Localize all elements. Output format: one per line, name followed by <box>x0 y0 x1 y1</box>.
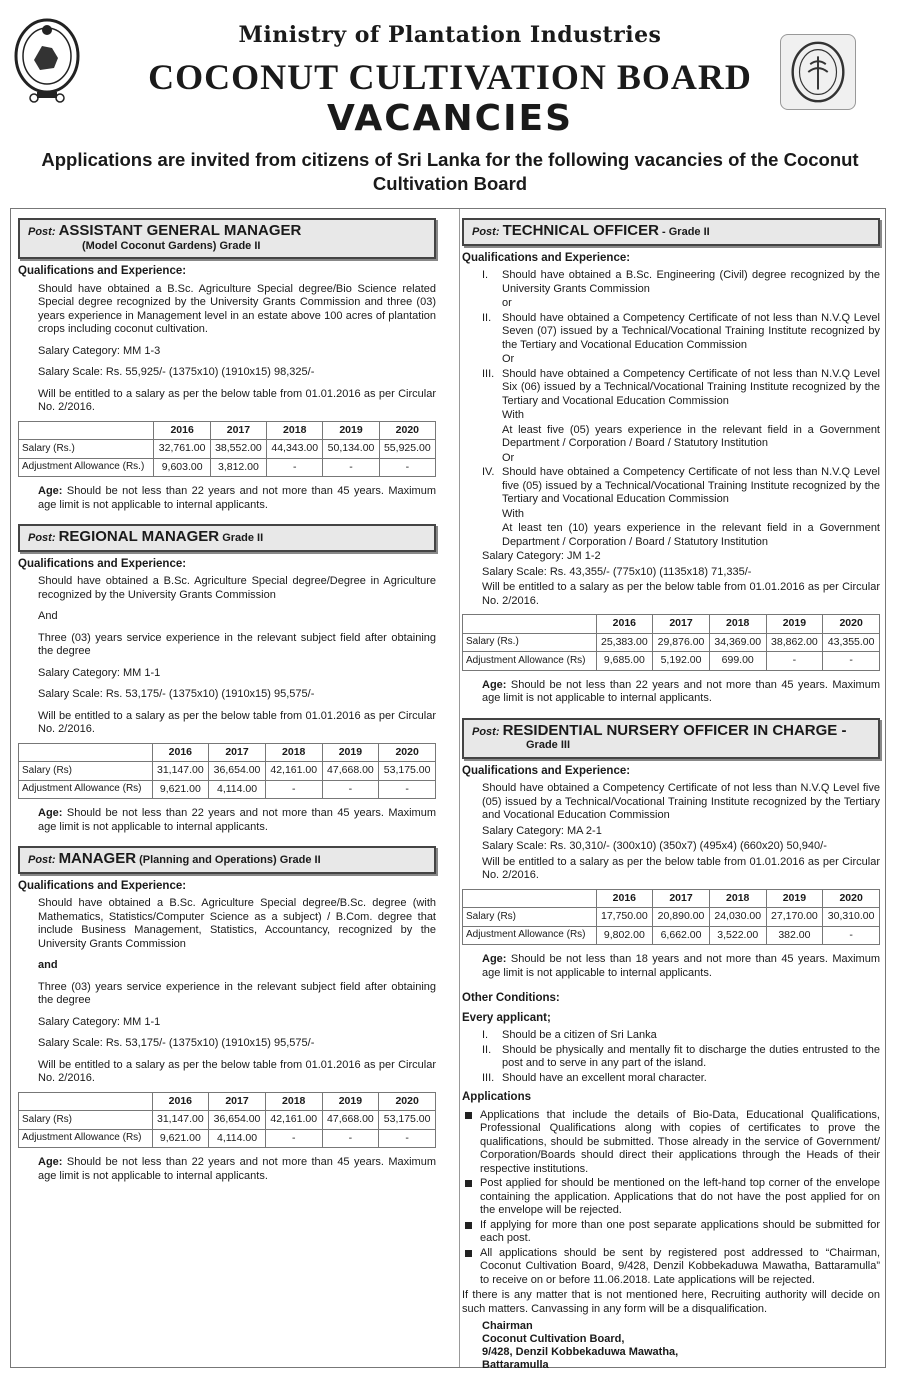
salary-category: Salary Category: JM 1-2 <box>482 550 601 562</box>
qualification-text: Should have obtained a B.Sc. Agriculture Special degree/B.Sc. degree (with Mathematics, Statistics/Computer Science as a subject) / B.Com. degree that include Business Management, Statistics, Accountancy, recognized by the University Grants Commission <box>38 897 436 950</box>
table-cell: 9,603.00 <box>154 458 210 477</box>
post-grade: Grade III <box>526 739 571 751</box>
table-row <box>463 926 880 945</box>
age-requirement <box>18 1156 436 1183</box>
table-cell: 3,812.00 <box>210 458 266 477</box>
year-header: 2019 <box>322 743 379 762</box>
coconut-board-logo-icon <box>780 34 856 110</box>
list-item: Or <box>502 353 515 365</box>
table-row <box>463 633 880 652</box>
post-header-technical-officer <box>462 218 880 246</box>
entitlement-text: Will be entitled to a salary as per the below table from 01.01.2016 as per Circular No. 2/2016. <box>482 581 880 607</box>
table-row <box>19 458 436 477</box>
table-cell: - <box>379 780 436 799</box>
salary-scale: Salary Scale: Rs. 53,175/- (1375x10) (1910x15) 95,575/- <box>38 1037 315 1049</box>
age-requirement <box>462 953 880 980</box>
table-cell: 6,662.00 <box>653 926 710 945</box>
header <box>0 0 900 200</box>
year-header: 2019 <box>323 421 379 440</box>
table-cell: 9,621.00 <box>152 1129 209 1148</box>
table-cell: 9,802.00 <box>596 926 653 945</box>
qualifications-heading: Qualifications and Experience: <box>18 557 187 570</box>
conjunction: and <box>38 959 58 971</box>
list-item: All applications should be sent by registered post addressed to “Chairman, Coconut Cultivation Board, 9/428, Denzil Kobbekaduwa Mawatha, Battaramulla” to receive on or before 11.06.2018. Late applications will be rejected. <box>462 1247 880 1288</box>
table-cell: 42,161.00 <box>265 762 322 781</box>
table-cell: 30,310.00 <box>823 908 880 927</box>
conjunction: And <box>38 610 58 622</box>
year-header: 2020 <box>379 1092 436 1111</box>
post-subtitle: (Model Coconut Gardens) Grade II <box>82 239 261 252</box>
table-header-row <box>19 421 436 440</box>
table-cell: - <box>265 1129 322 1148</box>
table-cell: 42,161.00 <box>265 1111 322 1130</box>
applications-heading: Applications <box>462 1091 532 1103</box>
salary-table <box>462 889 880 946</box>
year-header: 2020 <box>823 889 880 908</box>
vacancies-title: VACANCIES <box>326 98 574 139</box>
table-cell: 699.00 <box>709 652 766 671</box>
salary-category: Salary Category: MA 2-1 <box>482 824 602 837</box>
post-title: REGIONAL MANAGER <box>58 528 220 545</box>
post-label: Post: <box>28 854 56 866</box>
age-text: Should be not less than 18 years and not more than 45 years. Maximum age limit is not applicable to internal applicants. <box>482 953 880 979</box>
year-header: 2017 <box>653 889 710 908</box>
year-header: 2017 <box>209 1092 266 1111</box>
row-label: Salary (Rs.) <box>463 633 597 652</box>
table-row <box>463 908 880 927</box>
row-label: Adjustment Allowance (Rs) <box>463 652 597 671</box>
qualification-text: Should have obtained a B.Sc. Agriculture Special degree/Bio Science related Special degree recognized by the University Grants Commission and three (03) years experience in Management level in an estate above 100 acres of plantation crops including coconut cultivation. <box>38 282 436 335</box>
age-text: Should be not less than 22 years and not more than 45 years. Maximum age limit is not applicable to internal applicants. <box>482 678 880 704</box>
year-header: 2020 <box>379 743 436 762</box>
entitlement-text: Will be entitled to a salary as per the below table from 01.01.2016 as per Circular No. 2/2016. <box>38 709 436 735</box>
list-item: At least five (05) years experience in the relevant field in a Government Department / Corporation / Board / Statutory Institution <box>502 423 880 449</box>
table-cell: - <box>265 780 322 799</box>
list-item: or <box>502 297 512 309</box>
address-line: Coconut Cultivation Board, <box>482 1333 625 1345</box>
final-note: If there is any matter that is not mentioned here, Recruiting authority will decide on such matters. Canvassing in any form will be a disqualification. <box>462 1289 880 1315</box>
qualifications-heading: Qualifications and Experience: <box>18 879 187 892</box>
list-item: IV. Should have obtained a Competency Certificate of not less than N.V.Q Level five (05) issued by a Technical/Vocational Training Institute recognized by the Tertiary and Vocational Education Commission <box>482 466 880 505</box>
table-cell: - <box>323 458 379 477</box>
table-cell: 29,876.00 <box>653 633 710 652</box>
table-header-row <box>19 743 436 762</box>
year-header: 2019 <box>322 1092 379 1111</box>
year-header: 2017 <box>653 615 710 634</box>
post-label: Post: <box>28 226 56 238</box>
table-row <box>19 1129 436 1148</box>
column-divider <box>459 209 460 1367</box>
post-title: ASSISTANT GENERAL MANAGER <box>58 222 302 239</box>
row-label: Salary (Rs) <box>19 1111 153 1130</box>
row-label: Salary (Rs) <box>19 762 153 781</box>
qualifications-heading: Qualifications and Experience: <box>462 764 631 777</box>
age-text: Should be not less than 22 years and not more than 45 years. Maximum age limit is not applicable to internal applicants. <box>38 807 436 833</box>
list-item: III. Should have obtained a Competency Certificate of not less than N.V.Q Level Six (06) issued by a Technical/Vocational Training Institute recognized by the Tertiary and Vocational Education Commission <box>482 367 880 407</box>
table-cell: 20,890.00 <box>653 908 710 927</box>
age-label: Age: <box>38 485 63 497</box>
table-row <box>19 1111 436 1130</box>
table-cell: - <box>322 1129 379 1148</box>
year-header: 2019 <box>766 889 823 908</box>
post-label: Post: <box>28 532 56 544</box>
year-header: 2017 <box>210 421 266 440</box>
list-item: I. Should have obtained a B.Sc. Engineering (Civil) degree recognized by the University Grants Commission <box>482 269 880 295</box>
age-label: Age: <box>482 953 507 965</box>
list-item: Applications that include the details of Bio-Data, Educational Qualifications, Professional Qualifications along with copies of certificates to prove the qualifications, should be submitted. Those already in the service of Government/ Corporation/Boards should direct their applications through the Heads of their respective institutions. <box>462 1109 880 1177</box>
post-title: RESIDENTIAL NURSERY OFFICER IN CHARGE - <box>502 721 847 739</box>
post-subtitle: (Planning and Operations) <box>139 854 277 866</box>
salary-scale: Salary Scale: Rs. 55,925/- (1375x10) (1910x15) 98,325/- <box>38 366 315 378</box>
salary-scale: Salary Scale: Rs. 53,175/- (1375x10) (1910x15) 95,575/- <box>38 688 315 700</box>
table-cell: - <box>379 458 435 477</box>
list-item: I. Should be a citizen of Sri Lanka <box>482 1029 657 1041</box>
age-text: Should be not less than 22 years and not more than 45 years. Maximum age limit is not applicable to internal applicants. <box>38 1156 436 1182</box>
address-line: Chairman <box>482 1320 533 1332</box>
year-header: 2018 <box>265 743 322 762</box>
year-header: 2016 <box>152 743 209 762</box>
year-header: 2020 <box>823 615 880 634</box>
post-header-manager <box>18 846 436 874</box>
row-label: Adjustment Allowance (Rs) <box>19 1129 153 1148</box>
list-item: III. Should have an excellent moral character. <box>482 1071 707 1084</box>
table-cell: 25,383.00 <box>596 633 653 652</box>
table-header-row <box>19 1092 436 1111</box>
post-grade: - Grade II <box>662 226 710 238</box>
salary-table <box>18 1092 436 1149</box>
row-label: Salary (Rs.) <box>19 440 154 459</box>
table-cell: 4,114.00 <box>209 780 266 799</box>
table-cell: 17,750.00 <box>596 908 653 927</box>
post-header-agm <box>18 218 436 259</box>
post-grade: Grade II <box>279 854 321 866</box>
year-header: 2016 <box>152 1092 209 1111</box>
table-cell: 47,668.00 <box>322 762 379 781</box>
age-label: Age: <box>38 1156 63 1168</box>
table-cell: 34,369.00 <box>709 633 766 652</box>
table-cell: 36,654.00 <box>209 1111 266 1130</box>
post-header-nursery-officer <box>462 718 880 759</box>
entitlement-text: Will be entitled to a salary as per the below table from 01.01.2016 as per Circular No. 2/2016. <box>38 387 436 413</box>
table-cell: 24,030.00 <box>709 908 766 927</box>
list-item: With <box>502 409 524 421</box>
qualifications-heading: Qualifications and Experience: <box>462 251 631 264</box>
year-header: 2017 <box>209 743 266 762</box>
salary-category: Salary Category: MM 1-1 <box>38 666 161 679</box>
age-text: Should be not less than 22 years and not more than 45 years. Maximum age limit is not applicable to internal applicants. <box>38 485 436 511</box>
table-cell: - <box>766 652 823 671</box>
year-header: 2016 <box>596 889 653 908</box>
qualification-text: Three (03) years service experience in the relevant subject field after obtaining the degree <box>38 631 436 657</box>
table-cell: 47,668.00 <box>322 1111 379 1130</box>
table-cell: 4,114.00 <box>209 1129 266 1148</box>
salary-category: Salary Category: MM 1-1 <box>38 1015 161 1028</box>
salary-table <box>18 743 436 800</box>
age-requirement <box>462 679 880 706</box>
row-label: Adjustment Allowance (Rs) <box>463 926 597 945</box>
left-column <box>18 218 436 1195</box>
year-header: 2019 <box>766 615 823 634</box>
applications-list <box>462 1109 880 1288</box>
qualification-list <box>462 269 880 549</box>
salary-scale: Salary Scale: Rs. 43,355/- (775x10) (1135x18) 71,335/- <box>482 565 752 578</box>
table-header-row <box>463 615 880 634</box>
address-line: 9/428, Denzil Kobbekaduwa Mawatha, <box>482 1346 679 1358</box>
table-cell: 55,925.00 <box>379 440 435 459</box>
post-label: Post: <box>472 725 500 738</box>
table-cell: 31,147.00 <box>152 1111 209 1130</box>
table-header-row <box>463 889 880 908</box>
table-cell: 9,685.00 <box>596 652 653 671</box>
right-column <box>462 218 880 1372</box>
list-item: Post applied for should be mentioned on the left-hand top corner of the envelope containing the application. Applications that do not have the post applied for on the envelope will be rejected. <box>462 1177 880 1218</box>
salary-scale: Salary Scale: Rs. 30,310/- (300x10) (350x7) (495x4) (660x20) 50,940/- <box>482 840 827 852</box>
table-cell: - <box>823 652 880 671</box>
table-cell: 9,621.00 <box>152 780 209 799</box>
age-label: Age: <box>38 807 63 819</box>
salary-category: Salary Category: MM 1-3 <box>38 344 161 357</box>
qualifications-heading: Qualifications and Experience: <box>18 265 187 277</box>
table-cell: - <box>267 458 323 477</box>
list-item: II. Should be physically and mentally fit to discharge the duties entrusted to the post and to serve in any part of the island. <box>482 1043 880 1069</box>
table-row <box>19 780 436 799</box>
age-requirement <box>18 807 436 834</box>
table-row <box>19 762 436 781</box>
entitlement-text: Will be entitled to a salary as per the below table from 01.01.2016 as per Circular No. 2/2016. <box>482 855 880 881</box>
every-applicant-heading: Every applicant; <box>462 1011 551 1024</box>
year-header: 2018 <box>265 1092 322 1111</box>
table-cell: 44,343.00 <box>267 440 323 459</box>
year-header: 2016 <box>154 421 210 440</box>
table-cell: 36,654.00 <box>209 762 266 781</box>
table-cell: 43,355.00 <box>823 633 880 652</box>
row-label: Adjustment Allowance (Rs) <box>19 780 153 799</box>
other-conditions-heading: Other Conditions: <box>462 992 560 1004</box>
table-cell: 27,170.00 <box>766 908 823 927</box>
conditions-list <box>462 1029 880 1085</box>
post-label: Post: <box>472 226 500 238</box>
year-header: 2016 <box>596 615 653 634</box>
board-name: COCONUT CULTIVATION BOARD <box>148 57 752 97</box>
entitlement-text: Will be entitled to a salary as per the below table from 01.01.2016 as per Circular No. 2/2016. <box>38 1058 436 1084</box>
table-cell: 53,175.00 <box>379 762 436 781</box>
table-cell: 53,175.00 <box>379 1111 436 1130</box>
address-line: Battaramulla <box>482 1359 549 1371</box>
year-header: 2018 <box>267 421 323 440</box>
age-label: Age: <box>482 678 507 691</box>
list-item: If applying for more than one post separate applications should be submitted for each post. <box>462 1219 880 1246</box>
invitation-text: Applications are invited from citizens of Sri Lanka for the following vacancies of the Coconut Cultivation Board <box>41 149 859 194</box>
table-cell: 38,862.00 <box>766 633 823 652</box>
list-item: At least ten (10) years experience in the relevant field in a Government Department / Corporation / Board / Statutory Institution <box>502 522 880 548</box>
salary-table <box>462 614 880 671</box>
table-cell: - <box>379 1129 436 1148</box>
table-cell: 32,761.00 <box>154 440 210 459</box>
year-header: 2018 <box>709 889 766 908</box>
post-grade: Grade II <box>222 532 264 544</box>
post-title: TECHNICAL OFFICER <box>502 222 659 239</box>
list-item: Or <box>502 451 515 464</box>
table-cell: 3,522.00 <box>709 926 766 945</box>
table-cell: 382.00 <box>766 926 823 945</box>
table-row <box>463 652 880 671</box>
table-cell: - <box>823 926 880 945</box>
table-cell: 50,134.00 <box>323 440 379 459</box>
qualification-text: Should have obtained a B.Sc. Agriculture Special degree/Degree in Agriculture recognized by the University Grants Commission <box>38 575 436 601</box>
table-row <box>19 440 436 459</box>
qualification-text: Should have obtained a Competency Certificate of not less than N.V.Q Level five (05) issued by a Technical/Vocational Training Institute recognized by the Tertiary and Vocational Education Commission <box>482 782 880 821</box>
post-title: MANAGER <box>58 850 137 867</box>
qualification-text: Three (03) years service experience in the relevant subject field after obtaining the degree <box>38 980 436 1006</box>
table-cell: - <box>322 780 379 799</box>
list-item: II. Should have obtained a Competency Certificate of not less than N.V.Q Level Seven (07) issued by a Technical/Vocational Training Institute recognized by the Tertiary and Vocational Education Commission <box>482 311 880 351</box>
post-header-rm <box>18 524 436 552</box>
row-label: Salary (Rs) <box>463 908 597 927</box>
ministry-name: Ministry of Plantation Industries <box>238 22 662 48</box>
table-cell: 31,147.00 <box>152 762 209 781</box>
age-requirement <box>18 485 436 512</box>
table-cell: 5,192.00 <box>653 652 710 671</box>
list-item: With <box>502 507 524 520</box>
year-header: 2018 <box>709 615 766 634</box>
row-label: Adjustment Allowance (Rs.) <box>19 458 154 477</box>
year-header: 2020 <box>379 421 435 440</box>
salary-table <box>18 421 436 478</box>
table-cell: 38,552.00 <box>210 440 266 459</box>
